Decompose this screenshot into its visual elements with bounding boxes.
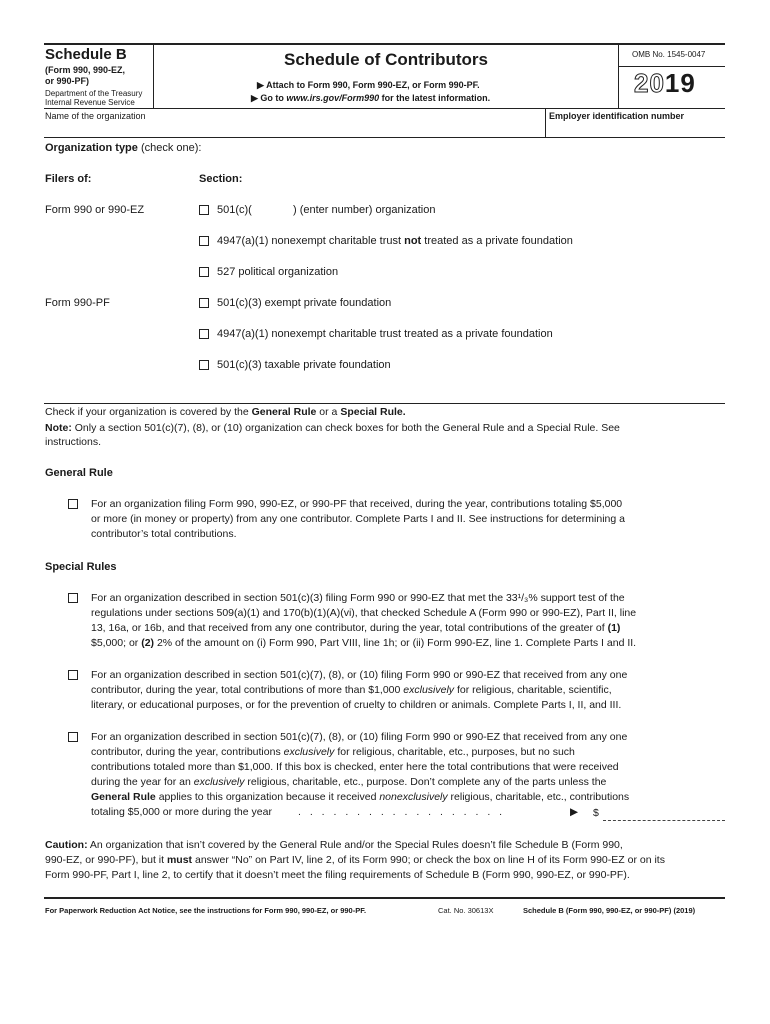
checkbox-4947-pf[interactable]: [199, 329, 209, 339]
special-3-l1: For an organization described in section 501(c)(7), (8), or (10) filing Form 990 or 990-EZ that received from any one: [91, 731, 628, 743]
special-1-l4: [91, 636, 636, 651]
caution-must: must: [166, 854, 193, 866]
special-3-l4b: exclusively: [193, 776, 245, 788]
special-1-l3: [91, 621, 620, 636]
header-divider-right: [618, 44, 619, 108]
special-3-l5b: applies to this organization because it received: [155, 791, 380, 803]
opt-527: 527 political organization: [217, 266, 339, 278]
check-special: Special Rule.: [340, 406, 406, 418]
special-1-l4b: (2): [141, 637, 155, 649]
note-text: Only a section 501(c)(7), (8), or (10) organization can check boxes for both the General Rule and a Special Rule. See: [71, 422, 620, 434]
org-type-bold: Organization type: [45, 142, 138, 154]
general-rule-l2: or more (in money or property) from any one contributor. Complete Parts I and II. See instructions for determining a: [91, 513, 625, 525]
goto-suffix: for the latest information.: [379, 93, 491, 103]
checkbox-special-rule-3[interactable]: [68, 732, 78, 742]
caution-l2c: answer “No” on Part IV, line 2, of its Form 990; or check the box on line H of its Form 990-EZ or on its: [192, 854, 665, 866]
check-1c: or a: [316, 406, 341, 418]
footer-rule: [44, 897, 725, 899]
cat-number: Cat. No. 30613X: [438, 906, 494, 915]
opt-4947-not: not: [404, 235, 422, 247]
special-3-l4a: during the year for an: [91, 776, 194, 788]
org-name-label: Name of the organization: [45, 111, 146, 121]
forms-line2: or 990-PF): [45, 76, 90, 86]
general-rule-l1: For an organization filing Form 990, 990-EZ, or 990-PF that received, during the year, contributions totaling $5,000: [91, 498, 623, 510]
ein-label: Employer identification number: [549, 111, 685, 121]
special-1-l3a: 13, 16a, or 16b, and that received from any one contributor, during the year, total contributions of the greater of: [91, 622, 608, 634]
special-1-l3b: (1): [607, 622, 621, 634]
checkbox-general-rule[interactable]: [68, 499, 78, 509]
note-line2: instructions.: [45, 436, 102, 448]
501c-number-field[interactable]: [257, 204, 291, 218]
opt-501c3-exempt-pf: 501(c)(3) exempt private foundation: [217, 297, 392, 309]
goto-prefix: ▶ Go to: [251, 93, 287, 103]
note-label: Note:: [45, 422, 72, 434]
org-type-rule: [44, 137, 725, 138]
org-type-label: [45, 142, 202, 154]
dept-line2: Internal Revenue Service: [45, 98, 135, 107]
tax-year: [634, 68, 696, 99]
attach-line: ▶ Attach to Form 990, Form 990-EZ, or Form 990-PF.: [257, 80, 480, 90]
goto-url: www.irs.gov/Form990: [286, 93, 380, 103]
ein-field[interactable]: [548, 121, 724, 136]
leader-dots: . . . . . . . . . . . . . . . . . .: [298, 806, 506, 818]
goto-line: [251, 93, 490, 104]
rules-rule: [44, 403, 725, 404]
special-rules-heading: Special Rules: [45, 561, 117, 573]
section-label: Section:: [199, 173, 243, 185]
special-3-l4: [91, 775, 606, 790]
year-bold: 19: [664, 68, 696, 98]
special-3-l4c: religious, charitable, etc., purpose. Don’t complete any of the parts unless the: [244, 776, 607, 788]
checkbox-501c[interactable]: [199, 205, 209, 215]
omb-rule: [618, 66, 725, 67]
filers-of-label: Filers of:: [45, 173, 92, 185]
exclusive-contributions-amount-field[interactable]: [603, 806, 725, 821]
check-general: General Rule: [251, 406, 317, 418]
caution-l2: [45, 853, 665, 868]
general-rule-heading: General Rule: [45, 467, 113, 479]
special-1-l4c: 2% of the amount on (i) Form 990, Part VIII, line 1h; or (ii) Form 990-EZ, line 1. Complete Parts I and II.: [154, 637, 637, 649]
special-3-l2c: for religious, charitable, etc., purposes, but no such: [334, 746, 575, 758]
special-3-l5d: religious, charitable, etc., contributions: [447, 791, 630, 803]
caution-l1: [45, 838, 623, 853]
checkbox-special-rule-1[interactable]: [68, 593, 78, 603]
footer-schedule-id: Schedule B (Form 990, 990-EZ, or 990-PF) (2019): [523, 906, 696, 915]
opt-501c3-taxable-pf: 501(c)(3) taxable private foundation: [217, 359, 391, 371]
caution-l2a: 990-EZ, or 990-PF), but it: [45, 854, 167, 866]
opt-501c-a: 501(c)(: [217, 204, 252, 216]
special-1-l1: For an organization described in section 501(c)(3) filing Form 990 or 990-EZ that met the 33¹/₃% support test of the: [91, 592, 625, 604]
special-1-l2: regulations under sections 509(a)(1) and 170(b)(1)(A)(vi), that checked Schedule A (Form 990 or 990-EZ), Part II, line: [91, 607, 637, 619]
top-rule: [44, 43, 725, 45]
opt-4947a: 4947(a)(1) nonexempt charitable trust: [217, 235, 405, 247]
special-3-l6: totaling $5,000 or more during the year: [91, 806, 272, 818]
checkbox-501c3-taxable-pf[interactable]: [199, 360, 209, 370]
check-line: [45, 405, 406, 420]
special-3-l2b: exclusively: [283, 746, 335, 758]
special-2-l2: [91, 683, 612, 698]
form990pf-label: Form 990-PF: [45, 297, 110, 309]
year-outline: 20: [634, 68, 665, 98]
header-divider-left: [153, 44, 154, 108]
caution-label: Caution:: [45, 839, 88, 851]
special-2-l3: literary, or educational purposes, or for the prevention of cruelty to children or animals. Complete Parts I, II, and III.: [91, 699, 622, 711]
opt-4947c: treated as a private foundation: [421, 235, 573, 247]
forms-line1: (Form 990, 990-EZ,: [45, 65, 126, 75]
schedule-label: Schedule B: [45, 46, 127, 63]
opt-4947-pf: 4947(a)(1) nonexempt charitable trust treated as a private foundation: [217, 328, 553, 340]
special-3-l5a: General Rule: [91, 791, 156, 803]
name-row-rule: [44, 108, 725, 109]
org-type-rest: (check one):: [137, 142, 202, 154]
special-3-l2a: contributor, during the year, contributions: [91, 746, 284, 758]
checkbox-501c3-exempt-pf[interactable]: [199, 298, 209, 308]
general-rule-l3: contributor’s total contributions.: [91, 528, 237, 540]
special-2-l2c: for religious, charitable, scientific,: [454, 684, 612, 696]
opt-4947-not-pf: [217, 235, 573, 247]
special-2-l1: For an organization described in section 501(c)(7), (8), or (10) filing Form 990 or 990-EZ that received from any one: [91, 669, 628, 681]
dept-line1: Department of the Treasury: [45, 89, 143, 98]
note-line1: [45, 421, 620, 436]
omb-number: OMB No. 1545-0047: [632, 50, 706, 59]
special-3-l2: [91, 745, 575, 760]
special-3-l5: [91, 790, 629, 805]
special-1-l4a: $5,000; or: [91, 637, 142, 649]
special-3-l3: contributions totaled more than $1,000. If this box is checked, enter here the total contributions that were received: [91, 761, 619, 773]
special-2-l2a: contributor, during the year, total contributions of more than $1,000: [91, 684, 404, 696]
arrow-icon: ▶: [570, 806, 579, 818]
org-name-field[interactable]: [45, 121, 543, 136]
form-title: Schedule of Contributors: [284, 50, 488, 69]
check-1a: Check if your organization is covered by the: [45, 406, 252, 418]
caution-text1: An organization that isn’t covered by the General Rule and/or the Special Rules doesn’t file Schedule B (Form 990,: [87, 839, 623, 851]
caution-l3: Form 990-PF, Part I, line 2, to certify that it doesn’t meet the filing requirements of Schedule B (Form 990, 990-EZ, or 990-PF).: [45, 869, 630, 881]
checkbox-527[interactable]: [199, 267, 209, 277]
form990-label: Form 990 or 990-EZ: [45, 204, 145, 216]
special-3-l5c: nonexclusively: [379, 791, 448, 803]
checkbox-4947-not-pf[interactable]: [199, 236, 209, 246]
checkbox-special-rule-2[interactable]: [68, 670, 78, 680]
special-2-l2b: exclusively: [403, 684, 455, 696]
paperwork-notice: For Paperwork Reduction Act Notice, see the instructions for Form 990, 990-EZ, or 990-PF.: [45, 906, 367, 915]
ein-divider: [545, 108, 546, 137]
dollar-sign: $: [593, 807, 599, 819]
opt-501c-b: ) (enter number) organization: [293, 204, 436, 216]
